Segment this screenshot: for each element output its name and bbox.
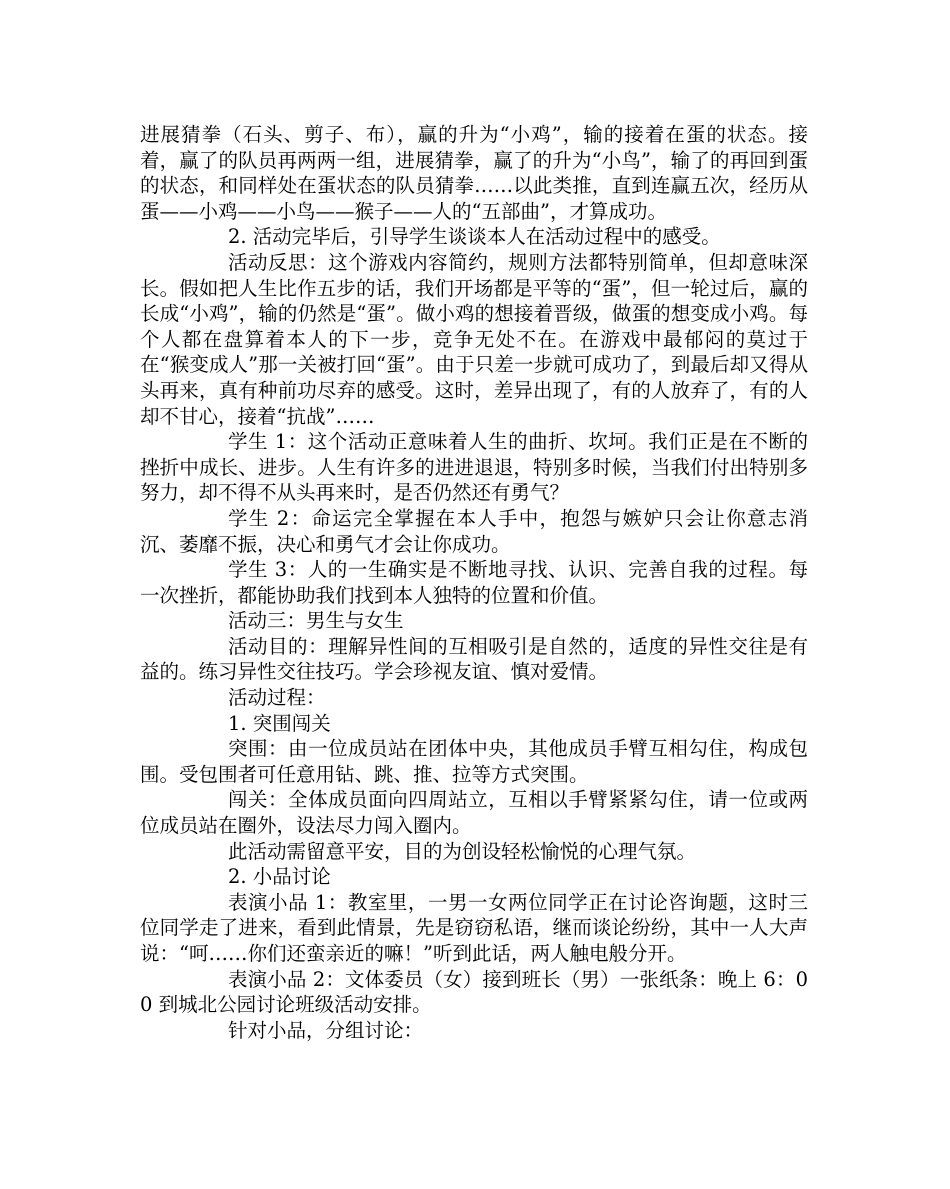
- paragraph-step-2: 2. 活动完毕后，引导学生谈谈本人在活动过程中的感受。: [228, 225, 721, 249]
- heading-activity-process: 活动过程：: [228, 686, 326, 710]
- heading-skit-discussion: 2. 小品讨论: [228, 865, 331, 889]
- paragraph-skit-1: 表演小品 1：教室里，一男一女两位同学正在讨论咨询题，这时三位同学走了进来，看到此情景，先是窃窃私语，继而谈论纷纷，其中一人大声说：“呵……你们还蛮亲近的嘛！”听到此话，两人触电般分开。: [140, 890, 808, 965]
- paragraph-skit-2: 表演小品 2：文体委员（女）接到班长（男）一张纸条：晚上 6：00 到城北公园讨论班级活动安排。: [140, 967, 808, 1017]
- paragraph-activity-purpose: 活动目的：理解异性间的互相吸引是自然的，适度的异性交往是有益的。练习异性交往技巧。学会珍视友谊、慎对爱情。: [140, 634, 808, 684]
- heading-activity-3: 活动三：男生与女生: [228, 609, 404, 633]
- paragraph-student-2: 学生 2：命运完全掌握在本人手中，抱怨与嫉妒只会让你意志消沉、萎靡不振，决心和勇气才会让你成功。: [140, 506, 808, 556]
- paragraph-student-3: 学生 3：人的一生确实是不断地寻找、认识、完善自我的过程。每一次挫折，都能协助我们找到本人独特的位置和价值。: [140, 558, 808, 607]
- document-page: [140, 122, 808, 1043]
- paragraph-group-discussion: 针对小品，分组讨论：: [228, 1018, 424, 1042]
- paragraph-safety-note: 此活动需留意平安，目的为创设轻松愉悦的心理气氛。: [228, 839, 697, 863]
- heading-breakout: 1. 突围闯关: [228, 711, 331, 735]
- paragraph-breakout: 突围：由一位成员站在团体中央，其他成员手臂互相勾住，构成包围。受包围者可任意用钻、跳、推、拉等方式突围。: [140, 737, 808, 786]
- paragraph-activity-reflection: 活动反思：这个游戏内容简约，规则方法都特别简单，但却意味深长。假如把人生比作五步的话，我们开场都是平等的“蛋”，但一轮过后，赢的长成“小鸡”，输的仍然是“蛋”。做小鸡的想接着晋级，做蛋的想变成小鸡。每个人都在盘算着本人的下一步，竞争无处不在。在游戏中最郁闷的莫过于在“猴变成人”那一关被打回“蛋”。由于只差一步就可成功了，到最后却又得从头再来，真有种前功尽弃的感受。这时，差异出现了，有的人放弃了，有的人却不甘心，接着“抗战”……: [140, 250, 808, 428]
- paragraph-break-in: 闯关：全体成员面向四周站立，互相以手臂紧紧勾住，请一位或两位成员站在圈外，设法尽力闯入圈内。: [140, 788, 808, 838]
- paragraph-game-rules: 进展猜拳（石头、剪子、布），赢的升为“小鸡”，输的接着在蛋的状态。接着，赢了的队员再两两一组，进展猜拳，赢了的升为“小鸟”，输了的再回到蛋的状态，和同样处在蛋状态的队员猜拳……以此类推，直到连赢五次，经历从蛋——小鸡——小鸟——猴子——人的“五部曲”，才算成功。: [140, 123, 808, 223]
- paragraph-student-1: 学生 1：这个活动正意味着人生的曲折、坎坷。我们正是在不断的挫折中成长、进步。人生有许多的进进退退，特别多时候，当我们付出特别多努力，却不得不从头再来时，是否仍然还有勇气？: [140, 430, 808, 505]
